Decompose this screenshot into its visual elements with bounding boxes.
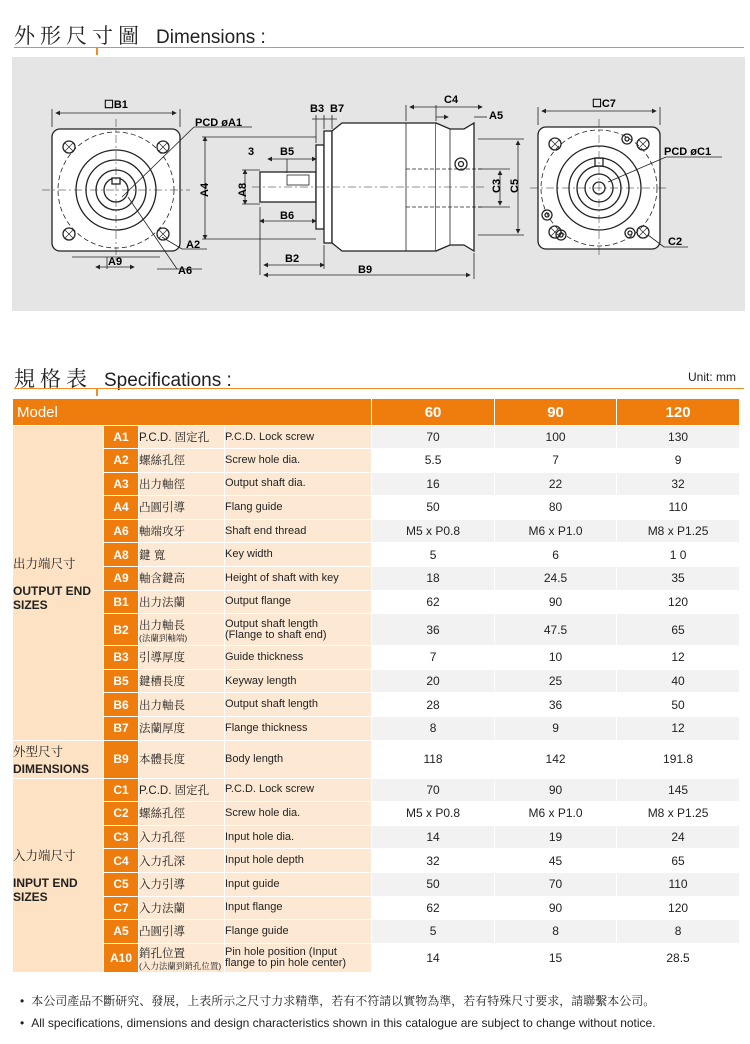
label-c7: ☐C7 <box>592 98 616 110</box>
side-view <box>252 123 487 251</box>
param-name-cn-text: 出力軸長 <box>139 699 185 712</box>
value-model-60: 32 <box>372 849 495 873</box>
value-model-120: 50 <box>617 693 740 717</box>
table-row <box>13 519 740 543</box>
param-name-cn <box>139 778 225 802</box>
param-name-en-text: P.C.D. Lock screw <box>225 430 315 443</box>
value-model-60: 36 <box>372 614 495 646</box>
param-name-cn-text: 螺絲孔徑 <box>139 455 185 468</box>
footnote-cn: • 本公司產品不斷研究、發展，上表所示之尺寸力求精準，若有不符請以實物為準，若有特殊尺寸要求，請聯繫本公司。 <box>20 990 656 1012</box>
value-model-90: 15 <box>495 943 617 972</box>
param-name-en-text: Screw hole dia. <box>225 453 301 466</box>
dimensions-title-cn: 外形尺寸圖 <box>14 25 144 48</box>
value-model-60: 28 <box>372 693 495 717</box>
value-model-60: 70 <box>372 426 495 449</box>
param-name-cn <box>139 669 225 693</box>
param-name-cn <box>139 496 225 520</box>
param-name-cn <box>139 872 225 896</box>
table-row <box>13 740 740 778</box>
param-name-cn-text: 銷孔位置 <box>139 947 185 960</box>
value-model-120: 145 <box>617 778 740 802</box>
value-model-120: 12 <box>617 646 740 670</box>
value-model-60: 50 <box>372 872 495 896</box>
value-model-120: 24 <box>617 825 740 849</box>
value-model-60: 18 <box>372 566 495 590</box>
value-model-120: 65 <box>617 614 740 646</box>
param-name-cn-text: 入力引導 <box>139 879 185 892</box>
param-name-en-text: Input hole dia. <box>225 830 295 843</box>
group-label <box>13 426 104 741</box>
table-row <box>13 802 740 826</box>
value-model-120: M8 x P1.25 <box>617 802 740 826</box>
param-name-en-text: Height of shaft with key <box>225 571 339 584</box>
label-a5: A5 <box>489 110 504 122</box>
param-code: A9 <box>104 566 139 590</box>
param-name-en <box>225 449 372 473</box>
value-model-120: 110 <box>617 872 740 896</box>
value-model-120: 35 <box>617 566 740 590</box>
value-model-60: 62 <box>372 896 495 920</box>
value-model-90: 19 <box>495 825 617 849</box>
param-code: B6 <box>104 693 139 717</box>
label-c3: C3 <box>491 178 503 193</box>
label-c4: C4 <box>444 94 459 106</box>
param-name-en-text: Body length <box>225 752 284 765</box>
value-model-120: 9 <box>617 449 740 473</box>
param-name-cn-text: 引導厚度 <box>139 652 185 665</box>
param-name-cn-text: 鍵槽長度 <box>139 676 185 689</box>
value-model-90: 100 <box>495 426 617 449</box>
param-name-en-text: Input guide <box>225 877 280 890</box>
table-row <box>13 472 740 496</box>
output-flange-view <box>42 119 190 261</box>
specifications-table-body <box>13 426 740 973</box>
param-name-cn-sub: (法蘭到軸端) <box>139 632 188 643</box>
param-name-en <box>225 825 372 849</box>
param-name-cn-sub: (入力法蘭到銷孔位置) <box>139 960 222 971</box>
label-a4: A4 <box>199 182 211 197</box>
value-model-90: 24.5 <box>495 566 617 590</box>
param-name-cn <box>139 449 225 473</box>
param-name-en <box>225 920 372 944</box>
value-model-60: 118 <box>372 740 495 778</box>
label-b3: B3 <box>310 103 325 115</box>
param-name-en <box>225 778 372 802</box>
param-name-en-text: Flange thickness <box>225 721 308 734</box>
value-model-90: 90 <box>495 896 617 920</box>
table-row <box>13 566 740 590</box>
label-b2: B2 <box>285 253 300 265</box>
value-model-60: 5 <box>372 920 495 944</box>
param-code: B5 <box>104 669 139 693</box>
dimensions-divider <box>14 47 744 48</box>
dimension-drawing <box>12 57 745 311</box>
label-a8: A8 <box>237 182 249 197</box>
param-name-en <box>225 590 372 614</box>
param-name-cn-text: 出力軸徑 <box>139 478 185 491</box>
table-row <box>13 449 740 473</box>
value-model-60: 70 <box>372 778 495 802</box>
label-c5: C5 <box>509 178 521 193</box>
param-name-en <box>225 426 372 449</box>
param-name-cn-text: 凸圓引導 <box>139 926 185 939</box>
model-90-header: 90 <box>495 399 617 426</box>
value-model-90: 90 <box>495 590 617 614</box>
param-name-en-text: Output shaft dia. <box>225 477 306 490</box>
param-name-cn <box>139 614 225 646</box>
param-name-en <box>225 716 372 740</box>
param-name-en-text: P.C.D. Lock screw <box>225 783 315 796</box>
value-model-90: 142 <box>495 740 617 778</box>
param-name-cn-text: 軸含鍵高 <box>139 573 185 586</box>
specifications-title-cn: 規格表 <box>14 368 92 391</box>
value-model-120: 120 <box>617 590 740 614</box>
table-row <box>13 896 740 920</box>
param-name-cn-text: P.C.D. 固定孔 <box>139 432 210 444</box>
value-model-60: 5 <box>372 543 495 567</box>
value-model-120: M8 x P1.25 <box>617 519 740 543</box>
value-model-90: 22 <box>495 472 617 496</box>
param-code: B7 <box>104 716 139 740</box>
param-code: B9 <box>104 740 139 778</box>
param-code: C1 <box>104 778 139 802</box>
value-model-120: 110 <box>617 496 740 520</box>
param-name-cn-text: 出力法蘭 <box>139 596 185 609</box>
param-code: B1 <box>104 590 139 614</box>
group-label <box>13 778 104 972</box>
group-label-en: DIMENSIONS <box>13 762 90 777</box>
param-code: C2 <box>104 802 139 826</box>
value-model-120: 191.8 <box>617 740 740 778</box>
param-name-en-text: Pin hole position (Input <box>225 945 337 958</box>
value-model-120: 28.5 <box>617 943 740 972</box>
param-code: A4 <box>104 496 139 520</box>
param-name-cn-text: 入力法蘭 <box>139 902 185 915</box>
param-name-en-text: Output shaft length <box>225 698 318 711</box>
param-name-cn-text: 鍵 寬 <box>139 549 166 562</box>
param-name-en <box>225 740 372 778</box>
value-model-90: 45 <box>495 849 617 873</box>
param-name-en <box>225 519 372 543</box>
param-name-cn-text: 入力孔深 <box>139 855 185 868</box>
param-name-cn <box>139 716 225 740</box>
param-name-en <box>225 646 372 670</box>
label-b5: B5 <box>280 146 295 158</box>
param-code: B2 <box>104 614 139 646</box>
table-row <box>13 693 740 717</box>
value-model-90: 80 <box>495 496 617 520</box>
param-name-en-text: Flang guide <box>225 500 283 513</box>
param-name-cn <box>139 849 225 873</box>
value-model-120: 12 <box>617 716 740 740</box>
param-name-cn <box>139 426 225 449</box>
param-name-en <box>225 943 372 972</box>
value-model-90: 70 <box>495 872 617 896</box>
param-name-en-sub: (Flange to shaft end) <box>225 628 327 641</box>
value-model-90: 8 <box>495 920 617 944</box>
group-label-cn: 出力端尺寸 <box>13 556 76 571</box>
unit-label: Unit: mm <box>688 370 736 384</box>
label-pcd-a1: PCD øA1 <box>195 117 243 129</box>
table-row <box>13 943 740 972</box>
param-name-en-text: Output shaft length <box>225 617 318 630</box>
table-row <box>13 825 740 849</box>
technical-drawing-svg <box>12 57 745 311</box>
group-label-en: OUTPUT END SIZES <box>13 583 91 612</box>
value-model-120: 8 <box>617 920 740 944</box>
table-row <box>13 716 740 740</box>
param-name-cn-text: 軸端攻牙 <box>139 526 185 539</box>
table-row <box>13 669 740 693</box>
param-code: A5 <box>104 920 139 944</box>
param-name-cn-text: P.C.D. 固定孔 <box>139 784 210 797</box>
param-name-cn <box>139 802 225 826</box>
param-name-en-text: Shaft end thread <box>225 524 307 537</box>
param-code: A1 <box>104 426 139 449</box>
specifications-title-en: Specifications : <box>104 370 232 391</box>
value-model-90: 36 <box>495 693 617 717</box>
model-120-header: 120 <box>617 399 740 426</box>
param-name-cn <box>139 590 225 614</box>
param-code: A2 <box>104 449 139 473</box>
label-a2: A2 <box>186 239 201 251</box>
label-a6: A6 <box>178 265 193 277</box>
table-row <box>13 920 740 944</box>
param-name-cn <box>139 825 225 849</box>
param-name-cn <box>139 646 225 670</box>
specifications-divider <box>14 388 744 389</box>
param-name-cn <box>139 943 225 972</box>
table-row <box>13 426 740 449</box>
param-code: B3 <box>104 646 139 670</box>
param-name-en <box>225 849 372 873</box>
table-row <box>13 590 740 614</box>
value-model-90: M6 x P1.0 <box>495 519 617 543</box>
param-name-en <box>225 614 372 646</box>
table-row <box>13 646 740 670</box>
value-model-60: 62 <box>372 590 495 614</box>
value-model-120: 120 <box>617 896 740 920</box>
value-model-60: 14 <box>372 825 495 849</box>
value-model-90: 47.5 <box>495 614 617 646</box>
dimensions-heading <box>14 20 266 50</box>
param-name-en <box>225 872 372 896</box>
param-name-en <box>225 896 372 920</box>
value-model-120: 40 <box>617 669 740 693</box>
param-name-en-text: Flange guide <box>225 924 289 937</box>
value-model-120: 130 <box>617 426 740 449</box>
param-name-cn <box>139 896 225 920</box>
param-name-en <box>225 669 372 693</box>
param-code: A6 <box>104 519 139 543</box>
param-name-en-text: Screw hole dia. <box>225 806 301 819</box>
label-3: 3 <box>248 146 255 158</box>
group-label-cn: 外型尺寸 <box>13 745 64 760</box>
model-header: Model <box>13 399 372 426</box>
param-code: C5 <box>104 872 139 896</box>
value-model-60: 14 <box>372 943 495 972</box>
value-model-60: 50 <box>372 496 495 520</box>
group-label-cn: 入力端尺寸 <box>13 849 76 864</box>
table-row <box>13 849 740 873</box>
value-model-120: 65 <box>617 849 740 873</box>
table-row <box>13 872 740 896</box>
param-name-cn-text: 螺絲孔徑 <box>139 808 185 821</box>
param-name-cn-text: 本體長度 <box>139 754 185 767</box>
dimensions-title-en: Dimensions : <box>156 27 266 48</box>
param-code: C4 <box>104 849 139 873</box>
param-name-cn <box>139 519 225 543</box>
value-model-60: M5 x P0.8 <box>372 519 495 543</box>
specifications-table <box>12 398 740 973</box>
param-name-en-text: Key width <box>225 548 273 561</box>
footnote-en: • All specifications, dimensions and design characteristics shown in this catalogue are subject to change without notice. <box>20 1012 656 1034</box>
param-name-en-text: Keyway length <box>225 674 297 687</box>
param-name-en <box>225 496 372 520</box>
param-name-cn-text: 入力孔徑 <box>139 832 185 845</box>
footnotes <box>20 990 656 1034</box>
label-a9: A9 <box>108 256 123 268</box>
value-model-120: 1 0 <box>617 543 740 567</box>
label-b9: B9 <box>358 264 373 276</box>
param-code: C7 <box>104 896 139 920</box>
value-model-60: 8 <box>372 716 495 740</box>
param-name-en <box>225 566 372 590</box>
param-name-en-text: Guide thickness <box>225 650 304 663</box>
table-row <box>13 614 740 646</box>
param-name-cn <box>139 740 225 778</box>
param-name-cn-text: 凸圓引導 <box>139 502 185 515</box>
param-name-cn <box>139 920 225 944</box>
value-model-90: 90 <box>495 778 617 802</box>
param-name-cn <box>139 693 225 717</box>
label-pcd-c1: PCD øC1 <box>664 146 712 158</box>
param-name-en-sub: flange to pin hole center) <box>225 956 347 969</box>
param-name-en <box>225 802 372 826</box>
value-model-60: 20 <box>372 669 495 693</box>
param-code: A10 <box>104 943 139 972</box>
table-row <box>13 778 740 802</box>
label-b1: ☐B1 <box>104 99 128 111</box>
input-flange-view <box>530 119 668 257</box>
param-name-en-text: Output flange <box>225 595 292 608</box>
value-model-90: 25 <box>495 669 617 693</box>
label-b6: B6 <box>280 210 295 222</box>
value-model-60: 7 <box>372 646 495 670</box>
table-row <box>13 543 740 567</box>
value-model-90: 9 <box>495 716 617 740</box>
value-model-60: 16 <box>372 472 495 496</box>
param-name-en <box>225 693 372 717</box>
table-header-row <box>13 399 740 426</box>
param-name-en-text: Input flange <box>225 901 283 914</box>
group-label <box>13 740 104 778</box>
param-name-cn-text: 法蘭厚度 <box>139 723 185 736</box>
param-name-cn <box>139 566 225 590</box>
param-name-cn <box>139 543 225 567</box>
param-name-en-text: Input hole depth <box>225 854 304 867</box>
value-model-60: M5 x P0.8 <box>372 802 495 826</box>
param-code: A3 <box>104 472 139 496</box>
label-c2: C2 <box>668 236 683 248</box>
param-code: C3 <box>104 825 139 849</box>
model-60-header: 60 <box>372 399 495 426</box>
param-code: A8 <box>104 543 139 567</box>
value-model-120: 32 <box>617 472 740 496</box>
label-b7: B7 <box>330 103 345 115</box>
param-name-cn-text: 出力軸長 <box>139 619 185 632</box>
value-model-90: M6 x P1.0 <box>495 802 617 826</box>
param-name-en <box>225 543 372 567</box>
group-label-en: INPUT END SIZES <box>13 876 78 905</box>
value-model-60: 5.5 <box>372 449 495 473</box>
param-name-cn <box>139 472 225 496</box>
table-row <box>13 496 740 520</box>
value-model-90: 10 <box>495 646 617 670</box>
param-name-en <box>225 472 372 496</box>
value-model-90: 6 <box>495 543 617 567</box>
value-model-90: 7 <box>495 449 617 473</box>
